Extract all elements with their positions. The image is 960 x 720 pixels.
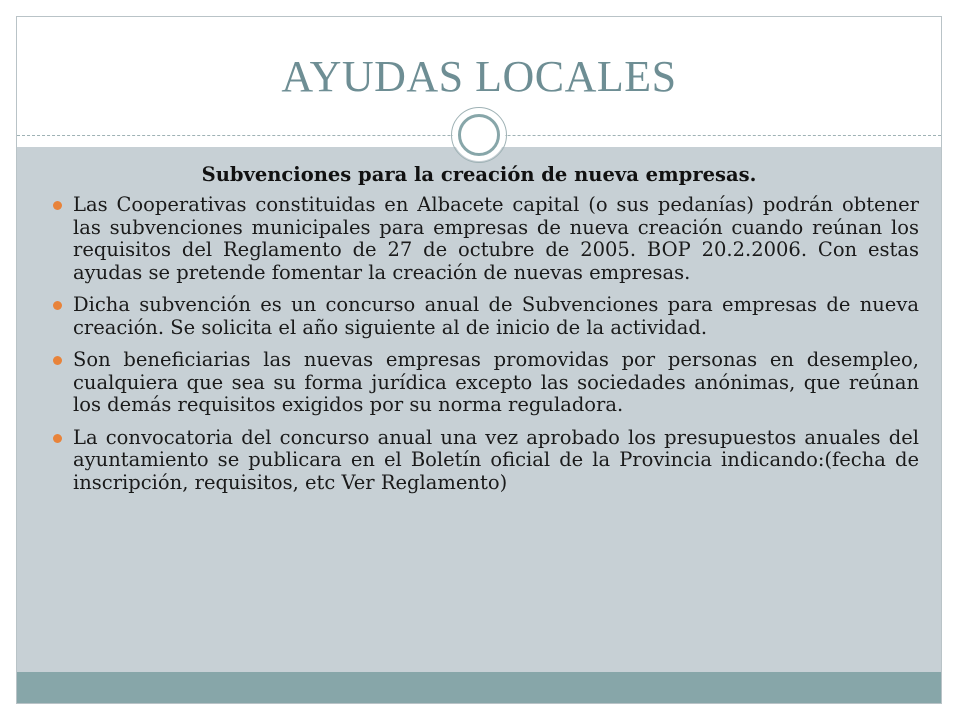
bullet-text: La convocatoria del concurso anual una vez aprobado los presupuestos anuales del ayuntamiento se publicara en el Boletín oficial de la Provincia indicando:(fecha de inscripción, requisitos, etc Ver Reglamento): [73, 425, 919, 494]
bullet-dot-icon: [53, 356, 62, 365]
bullet-item: [53, 194, 919, 284]
slide-subtitle: Subvenciones para la creación de nueva empresas.: [201, 163, 757, 186]
bullet-dot-icon: [53, 434, 62, 443]
bullet-list: [53, 194, 919, 504]
bullet-item: [53, 349, 919, 417]
bullet-dot-icon: [53, 201, 62, 210]
bottom-bar: [17, 672, 941, 704]
bullet-text: Las Cooperativas constituidas en Albacete capital (o sus pedanías) podrán obtener las subvenciones municipales para empresas de nueva creación cuando reúnan los requisitos del Reglamento de 27 de octubre de 2005. BOP 20.2.2006. Con estas ayudas se pretende fomentar la creación de nuevas empresas.: [73, 193, 919, 284]
slide-title: AYUDAS LOCALES: [281, 52, 677, 101]
bullet-dot-icon: [53, 301, 62, 310]
bullet-text: Son beneficiarias las nuevas empresas promovidas por personas en desempleo, cualquiera que sea su forma jurídica excepto las sociedades anónimas, que reúnan los demás requisitos exigidos por su norma reguladora.: [73, 348, 919, 416]
bullet-text: Dicha subvención es un concurso anual de Subvenciones para empresas de nueva creación. Se solicita el año siguiente al de inicio de la actividad.: [73, 293, 919, 339]
slide-frame: [16, 16, 942, 704]
bullet-item: [53, 294, 919, 339]
bullet-item: [53, 427, 919, 495]
ring-ornament-inner: [458, 114, 500, 156]
